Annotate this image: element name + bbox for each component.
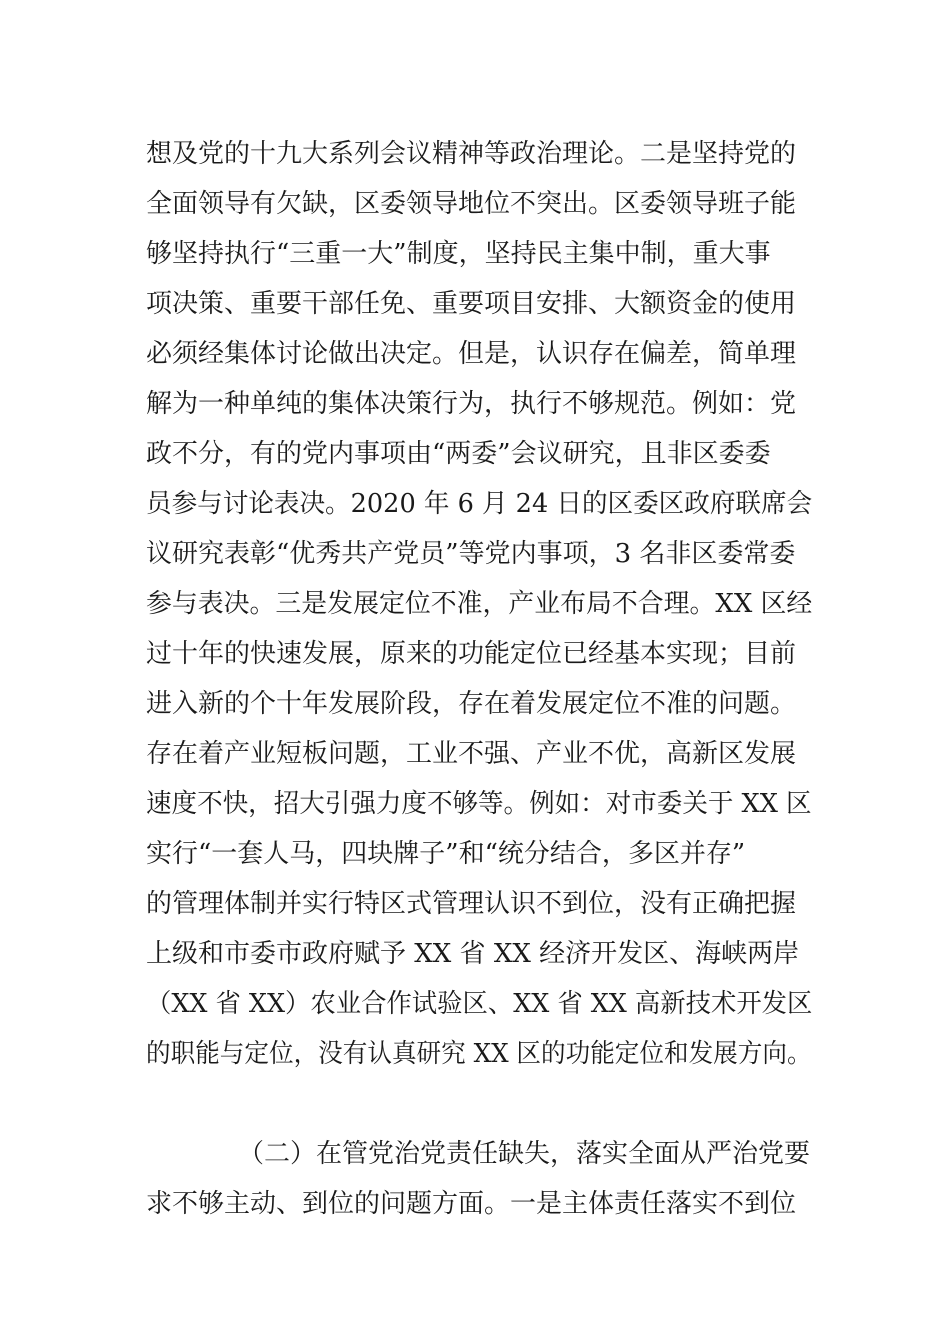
text-line: 参与表决。三是发展定位不准，产业布局不合理。XX 区经 (146, 589, 813, 619)
text-line: 的管理体制并实行特区式管理认识不到位，没有正确把握 (146, 889, 797, 919)
text-line: 存在着产业短板问题，工业不强、产业不优，高新区发展 (146, 739, 797, 769)
text-line: 政不分，有的党内事项由“两委”会议研究，且非区委委 (146, 439, 771, 469)
text-line: （XX 省 XX）农业合作试验区、XX 省 XX 高新技术开发区 (146, 989, 813, 1019)
text-line: 想及党的十九大系列会议精神等政治理论。二是坚持党的 (146, 139, 797, 169)
text-line: 够坚持执行“三重一大”制度，坚持民主集中制，重大事 (146, 239, 771, 269)
text-line: 上级和市委市政府赋予 XX 省 XX 经济开发区、海峡两岸 (146, 939, 800, 969)
text-line: 解为一种单纯的集体决策行为，执行不够规范。例如：党 (146, 389, 797, 419)
text-line: 项决策、重要干部任免、重要项目安排、大额资金的使用 (146, 289, 797, 319)
text-line: 必须经集体讨论做出决定。但是，认识存在偏差，简单理 (146, 339, 797, 369)
text-line: 求不够主动、到位的问题方面。一是主体责任落实不到位 (146, 1189, 797, 1219)
text-line: （二）在管党治党责任缺失，落实全面从严治党要 (238, 1139, 811, 1169)
text-line: 进入新的个十年发展阶段，存在着发展定位不准的问题。 (146, 689, 797, 719)
text-line: 的职能与定位，没有认真研究 XX 区的功能定位和发展方向。 (146, 1039, 812, 1069)
text-line: 速度不快，招大引强力度不够等。例如：对市委关于 XX 区 (146, 789, 812, 819)
text-line: 实行“一套人马，四块牌子”和“统分结合，多区并存” (146, 839, 746, 869)
text-line: 过十年的快速发展，原来的功能定位已经基本实现；目前 (146, 639, 797, 669)
text-line: 员参与讨论表决。2020 年 6 月 24 日的区委区政府联席会 (146, 489, 813, 519)
text-line: 议研究表彰“优秀共产党员”等党内事项，3 名非区委常委 (146, 539, 796, 569)
text-line: 全面领导有欠缺，区委领导地位不突出。区委领导班子能 (146, 189, 797, 219)
